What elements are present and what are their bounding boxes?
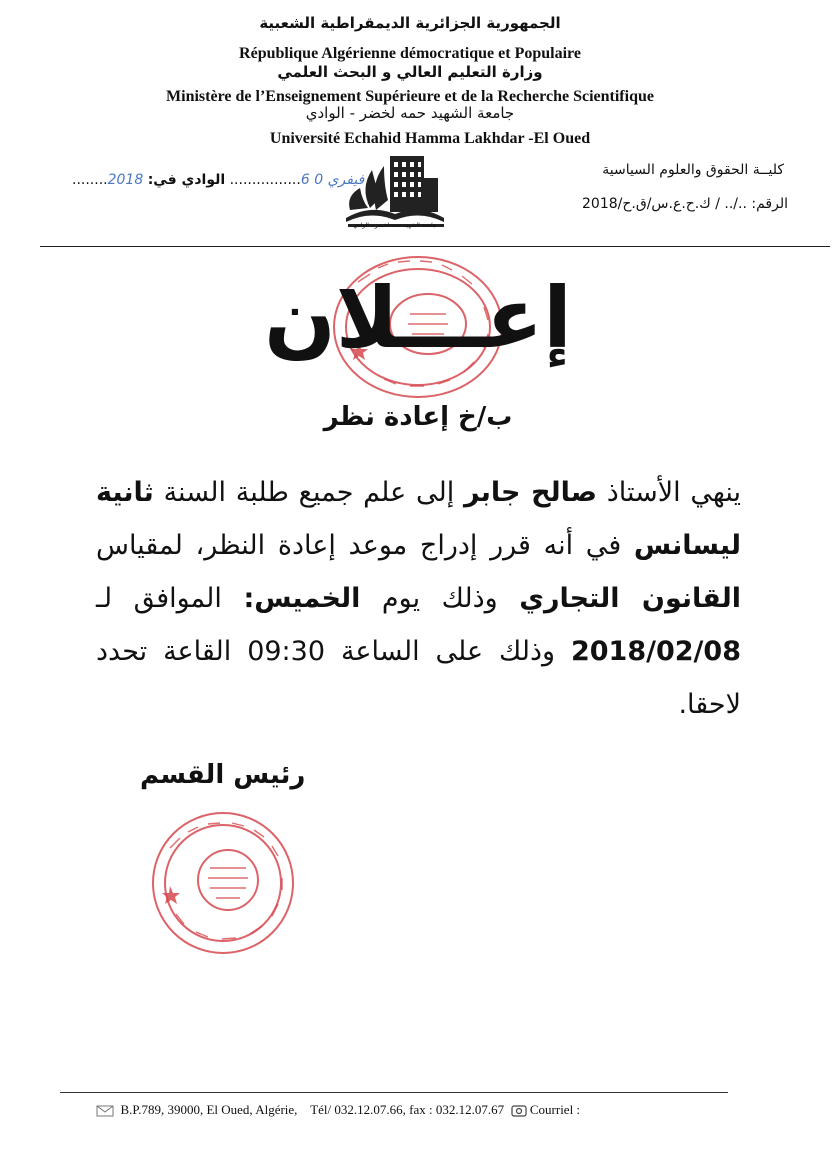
- official-stamp-bottom: [148, 808, 298, 958]
- announcement-title: إعـــلان: [264, 269, 572, 367]
- announcement-body: [96, 466, 741, 731]
- footer: [96, 1102, 580, 1118]
- teacher-name: صالح جابر: [463, 477, 597, 508]
- date-label: الوادي في:: [147, 172, 226, 188]
- email-icon: [511, 1104, 527, 1118]
- student-level: ثانية ليسانس: [96, 477, 741, 561]
- module-name: القانون التجاري: [519, 583, 741, 614]
- header-university-ar: جامعة الشهيد حمه لخضر - الوادي: [305, 104, 515, 122]
- body-text-1: ينهي الأستاذ: [596, 477, 741, 508]
- footer-phone: Tél/ 032.12.07.66, fax : 032.12.07.67: [310, 1102, 505, 1117]
- date-stamp: 2018 فيفري 0 6: [107, 172, 365, 188]
- header-university-fr: Université Echahid Hamma Lakhdar -El Oued: [269, 130, 591, 147]
- header-ministry-ar: وزارة التعليم العالي و البحث العلمي: [277, 63, 543, 81]
- date-dots-right: ................: [229, 172, 301, 188]
- signatory-title: رئيس القسم: [140, 760, 306, 790]
- header-republic-ar: الجمهورية الجزائرية الديمقراطية الشعبية: [259, 14, 561, 32]
- body-text-5: الموافق لـ: [96, 583, 244, 614]
- announcement-subject: ب/خ إعادة نظر: [323, 402, 513, 432]
- body-text-3: في أنه قرر إدراج موعد إعادة النظر، لمقياس: [96, 530, 634, 561]
- mailbox-icon: [96, 1105, 114, 1117]
- header-republic-fr: République Algérienne démocratique et Populaire: [239, 45, 581, 62]
- exam-date: 2018/02/08: [570, 636, 741, 667]
- date-line: [72, 172, 364, 188]
- faculty-name: كليــة الحقوق والعلوم السياسية: [602, 162, 784, 178]
- header-divider: [40, 246, 830, 247]
- body-text-2: إلى علم جميع طلبة السنة: [153, 477, 464, 508]
- footer-address: B.P.789, 39000, El Oued, Algérie,: [120, 1102, 298, 1117]
- header-ministry-fr: Ministère de l’Enseignement Supérieure et de la Recherche Scientifique: [166, 88, 654, 105]
- logo-caption: جامعة الشهيد حمه لخضر - الوادي: [353, 222, 437, 229]
- footer-email-label: Courriel :: [529, 1102, 581, 1117]
- footer-divider: [60, 1092, 728, 1093]
- date-dots-left: ........: [72, 172, 108, 188]
- body-text-4: وذلك يوم: [360, 583, 520, 614]
- day-name: الخميس:: [243, 583, 361, 614]
- body-text-6: وذلك على الساعة 09:30 القاعة تحدد لاحقا.: [96, 636, 741, 720]
- reference-number: الرقم: ../.. / ك.ح.ع.س/ق.ح/2018: [582, 196, 788, 212]
